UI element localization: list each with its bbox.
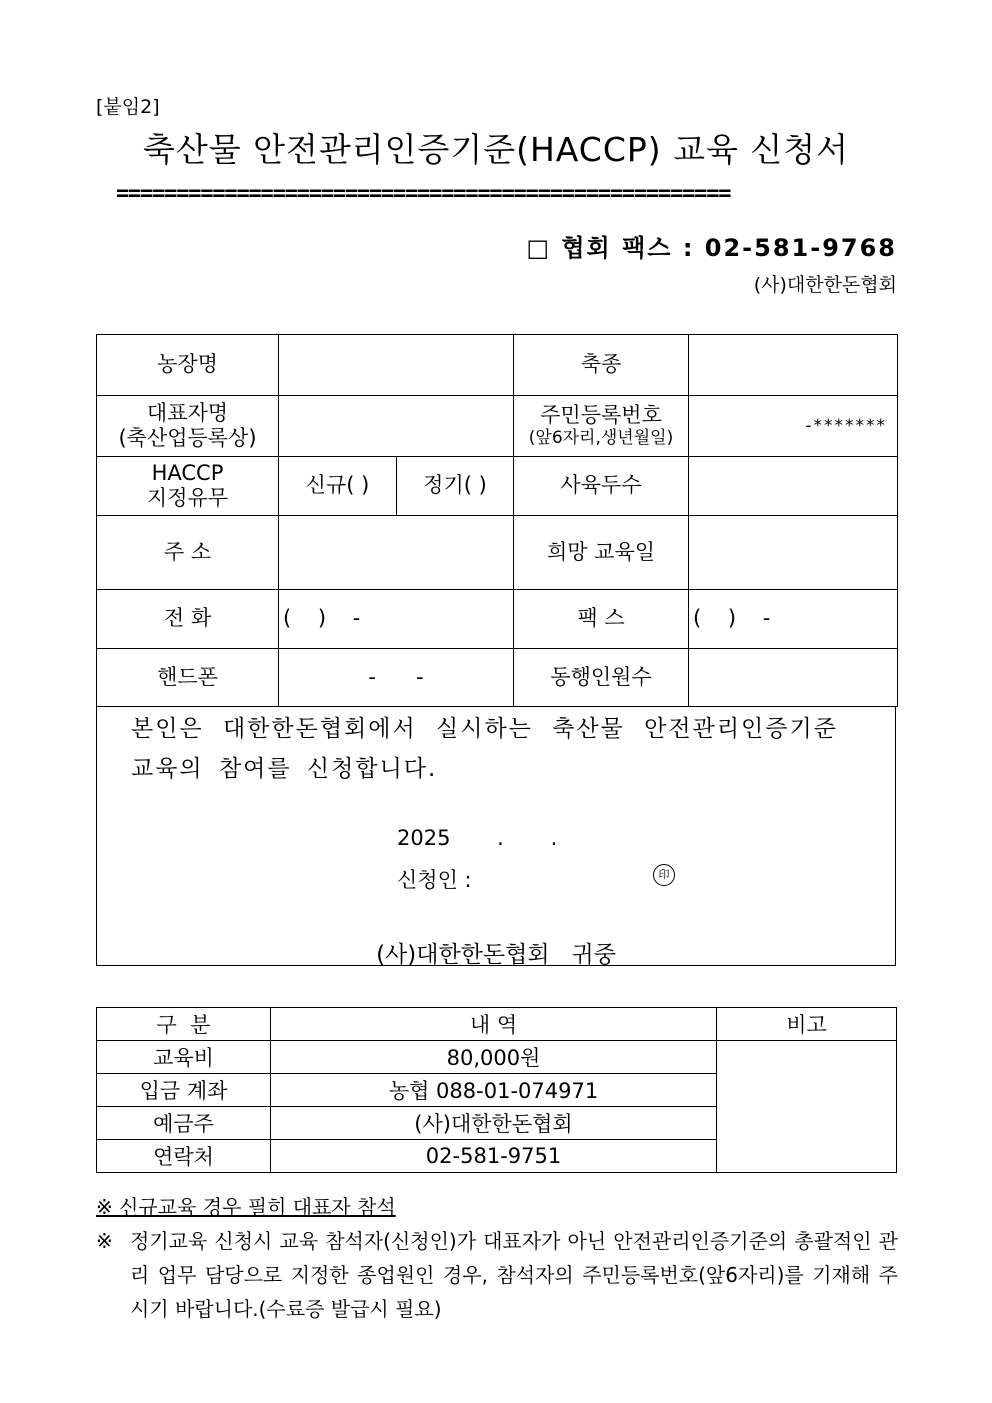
- haccp-designation-label: [97, 457, 279, 516]
- farm-name-label: 농장명: [97, 335, 279, 396]
- note-regular-text: 정기교육 신청시 교육 참석자(신청인)가 대표자가 아닌 안전관리인증기준의 총괄적인 관리 업무 담당으로 지정한 종업원인 경우, 참석자의 주민등록번호(앞6자리)를 기재해 주시기 바랍니다.(수료증 발급시 필요): [130, 1229, 898, 1321]
- page-title: 축산물 안전관리인증기준(HACCP) 교육 신청서: [142, 130, 850, 169]
- form-row-haccp: [97, 457, 898, 516]
- note-new-education: ※ 신규교육 경우 필히 대표자 참석: [96, 1195, 396, 1219]
- fee-table: [96, 1007, 897, 1173]
- pledge-box: [96, 706, 896, 966]
- representative-name-field[interactable]: [279, 396, 514, 457]
- fee-row-label: 연락처: [97, 1140, 271, 1173]
- head-count-label: 사육두수: [514, 457, 689, 516]
- mobile-field[interactable]: - -: [279, 649, 514, 707]
- livestock-type-label: 축종: [514, 335, 689, 396]
- desired-date-field[interactable]: [689, 516, 898, 590]
- fee-row-value: (사)대한한돈협회: [271, 1107, 717, 1140]
- fee-row-label: 입금 계좌: [97, 1074, 271, 1107]
- livestock-type-field[interactable]: [689, 335, 898, 396]
- addressee: (사)대한한돈협회 귀중: [376, 942, 616, 968]
- form-row-mobile: [97, 649, 898, 707]
- resident-number-label-main: 주민등록번호: [540, 403, 662, 428]
- farm-name-field[interactable]: [279, 335, 514, 396]
- phone-field[interactable]: ( ) -: [279, 590, 514, 649]
- resident-number-field[interactable]: -*******: [689, 396, 898, 457]
- form-row-farm: [97, 335, 898, 396]
- resident-number-label: [514, 396, 689, 457]
- haccp-label-line2: 지정유무: [146, 486, 229, 510]
- fee-table-header: [97, 1008, 897, 1041]
- form-row-address: [97, 516, 898, 590]
- applicant-signature-label: 신청인 :: [397, 868, 472, 892]
- fee-header-details: 내 역: [271, 1008, 717, 1041]
- representative-name-label-sub: (축산업등록상): [118, 426, 257, 450]
- companions-field[interactable]: [689, 649, 898, 707]
- companions-label: 동행인원수: [514, 649, 689, 707]
- fee-row-value: 02-581-9751: [271, 1140, 717, 1173]
- association-name: (사)대한한돈협회: [753, 274, 897, 296]
- address-field[interactable]: [279, 516, 514, 590]
- haccp-new-option[interactable]: 신규( ): [279, 457, 397, 516]
- pledge-text-line1: 본인은 대한한돈협회에서 실시하는 축산물 안전관리인증기준: [131, 716, 838, 742]
- phone-label: 전 화: [97, 590, 279, 649]
- fee-row-label: 교육비: [97, 1041, 271, 1074]
- attachment-label: [붙임2]: [96, 96, 160, 118]
- fee-row-value: 농협 088-01-074971: [271, 1074, 717, 1107]
- application-form-table: [96, 334, 898, 707]
- address-label: 주 소: [97, 516, 279, 590]
- fee-remarks-cell: [717, 1041, 897, 1173]
- fax-label: 팩 스: [514, 590, 689, 649]
- form-row-phone: [97, 590, 898, 649]
- head-count-field[interactable]: [689, 457, 898, 516]
- fee-header-category: 구 분: [97, 1008, 271, 1041]
- haccp-regular-option[interactable]: 정기( ): [397, 457, 514, 516]
- desired-date-label: 희망 교육일: [514, 516, 689, 590]
- representative-name-label-main: 대표자명: [146, 400, 229, 425]
- fee-row-label: 예금주: [97, 1107, 271, 1140]
- application-date[interactable]: 2025 . .: [397, 826, 558, 850]
- association-fax: □ 협회 팩스 : 02-581-9768: [526, 234, 897, 262]
- seal-icon: 印: [653, 864, 675, 886]
- fee-row-value: 80,000원: [271, 1041, 717, 1074]
- resident-number-label-sub: (앞6자리,생년월일): [528, 428, 674, 449]
- haccp-label-line1: HACCP: [151, 460, 224, 485]
- mobile-label: 핸드폰: [97, 649, 279, 707]
- notes: [96, 1190, 898, 1326]
- table-row: [97, 1041, 897, 1074]
- note-regular-education: [96, 1224, 898, 1326]
- note-mark: ※: [96, 1229, 113, 1253]
- form-row-representative: [97, 396, 898, 457]
- fax-field[interactable]: ( ) -: [689, 590, 898, 649]
- pledge-text-line2: 교육의 참여를 신청합니다.: [131, 756, 438, 782]
- fee-header-remarks: 비고: [717, 1008, 897, 1041]
- representative-name-label: [97, 396, 279, 457]
- double-rule-divider: ===================================================: [116, 186, 731, 202]
